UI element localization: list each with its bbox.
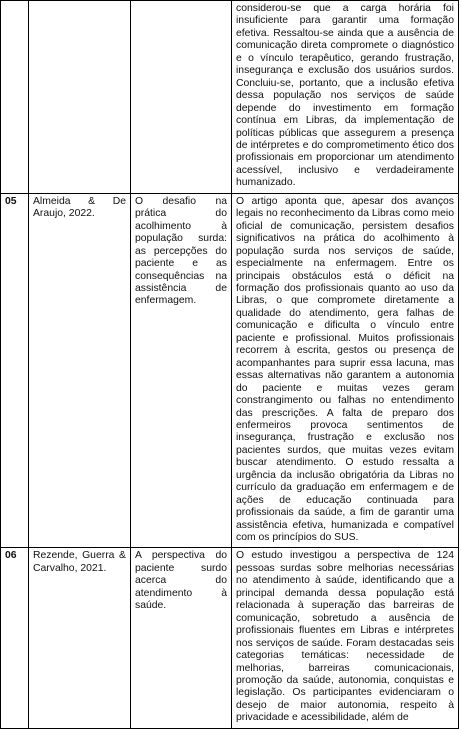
table-row (1, 548, 459, 728)
row-title (131, 1, 232, 194)
row-number (1, 1, 29, 194)
row-result: considerou-se que a carga horária foi insuficiente para garantir uma formação efetiva. Ressaltou-se ainda que a ausência de comunicação direta compromete o diagnóstico e o vínculo terapêutico, gerando frustração, insegurança e exclusão dos usuários surdos. Concluiu-se, portanto, que a inclusão efetiva dessa população nos serviços de saúde depende do investimento em formação contínua em Libras, da implementação de políticas públicas que assegurem a presença de intérpretes e do comprometimento ético dos profissionais em proporcionar um atendimento acessível, inclusivo e verdadeiramente humanizado. (232, 1, 459, 194)
table-row (1, 193, 459, 548)
row-result: O artigo aponta que, apesar dos avanços legais no reconhecimento da Libras como meio oficial de comunicação, persistem desafios significativos na prática do acolhimento à população surda nos serviços de saúde, especialmente na enfermagem. Entre os principais obstáculos está o déficit na formação dos profissionais quanto ao uso da Libras, o que compromete diretamente a qualidade do atendimento, gera falhas de comunicação e dificulta o vínculo entre paciente e profissional. Muitos profissionais recorrem à escrita, gestos ou presença de acompanhantes para suprir essa lacuna, mas essas alternativas não garantem a autonomia do paciente e muitas vezes geram constrangimento ou falhas no entendimento das prescrições. A falta de preparo dos enfermeiros provoca sentimentos de insegurança, frustração e exclusão nos pacientes surdos, que muitas vezes evitam buscar atendimento. O estudo ressalta a urgência da inclusão obrigatória da Libras no currículo da graduação em enfermagem e de ações de educação continuada para profissionais da saúde, a fim de garantir uma assistência efetiva, humanizada e compatível com os princípios do SUS. (232, 193, 459, 548)
table-row (1, 1, 459, 194)
row-title: O desafio na prática do acolhimento à população surda: as percepções do paciente e as consequências na assistência de enfermagem. (131, 193, 232, 548)
row-author (29, 1, 131, 194)
row-result: O estudo investigou a perspectiva de 124 pessoas surdas sobre melhorias necessárias no atendimento à saúde, identificando que a principal demanda dessa população está relacionada à superação das barreiras de comunicação, sobretudo a ausência de profissionais fluentes em Libras e intérpretes nos serviços de saúde. Foram destacadas seis categorias temáticas: necessidade de melhorias, barreiras comunicacionais, promoção da saúde, autonomia, conquistas e legislação. Os participantes evidenciaram o desejo de maior autonomia, respeito à privacidade e acessibilidade, além de (232, 548, 459, 728)
row-title: A perspectiva do paciente surdo acerca do atendimento à saúde. (131, 548, 232, 728)
row-author: Almeida & De Araujo, 2022. (29, 193, 131, 548)
row-author: Rezende, Guerra & Carvalho, 2021. (29, 548, 131, 728)
row-number: 06 (1, 548, 29, 728)
row-number: 05 (1, 193, 29, 548)
